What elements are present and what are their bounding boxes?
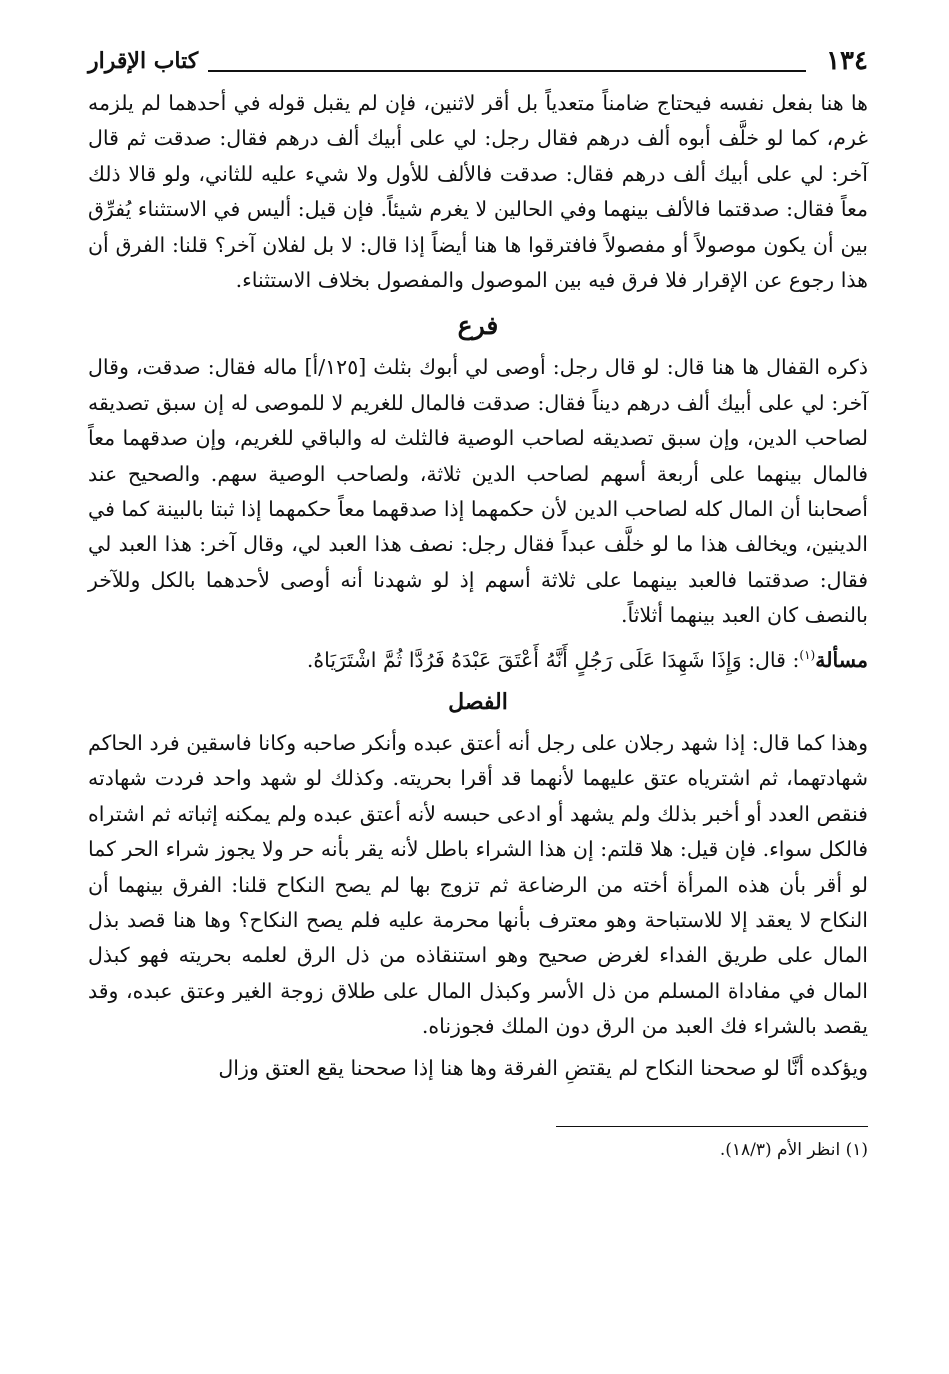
issue-text: : قال: وَإِذَا شَهِدَا عَلَى رَجُلٍ أَنَّهُ أَعْتَقَ عَبْدَهُ فَرُدَّا ثُمَّ اشْتَرَيَاهُ. — [306, 647, 800, 672]
issue-line — [88, 638, 868, 678]
issue-label: مسألة — [815, 647, 868, 672]
paragraph-fasl-2: ويؤكده أنَّا لو صححنا النكاح لم يقتضِ الفرقة وها هنا إذا صححنا يقع العتق وزال — [218, 1055, 868, 1080]
paragraph-fasl-1: وهذا كما قال: إذا شهد رجلان على رجل أنه أعتق عبده وأنكر صاحبه وكانا فاسقين فرد الحاكم شهادتهما، ثم اشترياه عتق عليهما لأنهما قد أقرا بحريته. وكذلك لو شهد واحد فردت شهادته فنقص العدد أو أخبر بذلك ولم يشهد أو ادعى حبسه لأنه أعتق عبده ولم يمكنه إثباته ثم اشتراه فالكل سواء. فإن قيل: هلا قلتم: إن هذا الشراء باطل لأنه يقر بأنه حر ولا يجوز شراء الحر كما لو أقر بأن هذه المرأة أخته من الرضاعة ثم تزوج بها لم يصح النكاح قلنا: الفرق بينهما أن النكاح لا يعقد إلا للاستباحة وهو معترف بأنها محرمة عليه فلم يصح النكاح؟ وها هنا قصد بذل المال على طريق الفداء لغرض صحيح وهو استنقاذه من ذل الرق لعلمه بحريته فهو كبذل المال في مفاداة المسلم من ذل الأسر وكبذل المال على طلاق زوجة الغير وعتق عبده، وقد يقصد بالشراء فك العبد من الرق دون الملك فجوزناه. — [88, 730, 868, 1039]
book-title: كتاب الإقرار — [88, 48, 199, 74]
paragraph-far: ذكره القفال ها هنا قال: لو قال رجل: أوصى لي أبوك بثلث [١٢٥/أ] ماله فقال: صدقت، وقال آخر: لي على أبيك ألف درهم ديناً فقال: صدقت فالمال للغريم لا للموصى له إن سبق تصديقه لصاحب الدين، وإن سبق تصديقه لصاحب الوصية فالثلث له والباقي للغريم، وإن صدقهما معاً فالمال بينهما على أربعة أسهم لصاحب الدين ثلاثة، ولصاحب الوصية سهم. والصحيح عند أصحابنا أن المال كله لصاحب الدين لأن حكمهما إذا صدقهما معاً حكمهما إذا ثبتا بالبينة كما في الدينين، ويخالف هذا ما لو خلَّف عبداً فقال رجل: نصف هذا العبد لي، وقال آخر: هذا العبد لي فقال: صدقتما فالعبد بينهما على ثلاثة أسهم إذ لو شهدنا أنه أوصى لأحدهما بالكل وللآخر بالنصف كان العبد بينهما أثلاثاً. — [88, 355, 868, 628]
page-header — [88, 42, 868, 86]
section-heading-far: فرع — [457, 311, 499, 341]
footnote-rule — [556, 1126, 868, 1127]
section-heading-fasl: الفصل — [448, 688, 508, 715]
footnote: (١) انظر الأم (١٨/٣). — [719, 1139, 868, 1160]
footnote-reference: (١) — [799, 647, 816, 662]
page-number: ١٣٤ — [826, 46, 868, 76]
header-rule — [208, 70, 806, 72]
paragraph-top: ها هنا بفعل نفسه فيحتاج ضامناً متعدياً بل أقر لاثنين، فإن لم يقبل قوله في أحدهما لم يلزمه غرم، كما لو خلَّف أبوه ألف درهم فقال رجل: لي على أبيك ألف درهم فقال: صدقت ثم قال آخر: لي على أبيك ألف درهم فقال: صدقت فالألف للأول ولا شيء عليه للثاني، ولو قالا ذلك معاً فقال: صدقتما فالألف بينهما وفي الحالين لا يغرم شيئاً. فإن قيل: أليس في الاستثناء يُفرِّق بين أن يكون موصولاً أو مفصولاً فافترقوا ها هنا أيضاً إذا قال: لا بل لفلان آخر؟ قلنا: الفرق أن هذا رجوع عن الإقرار فلا فرق فيه بين الموصول والمفصول بخلاف الاستثناء. — [88, 91, 868, 293]
book-page — [88, 42, 868, 1163]
